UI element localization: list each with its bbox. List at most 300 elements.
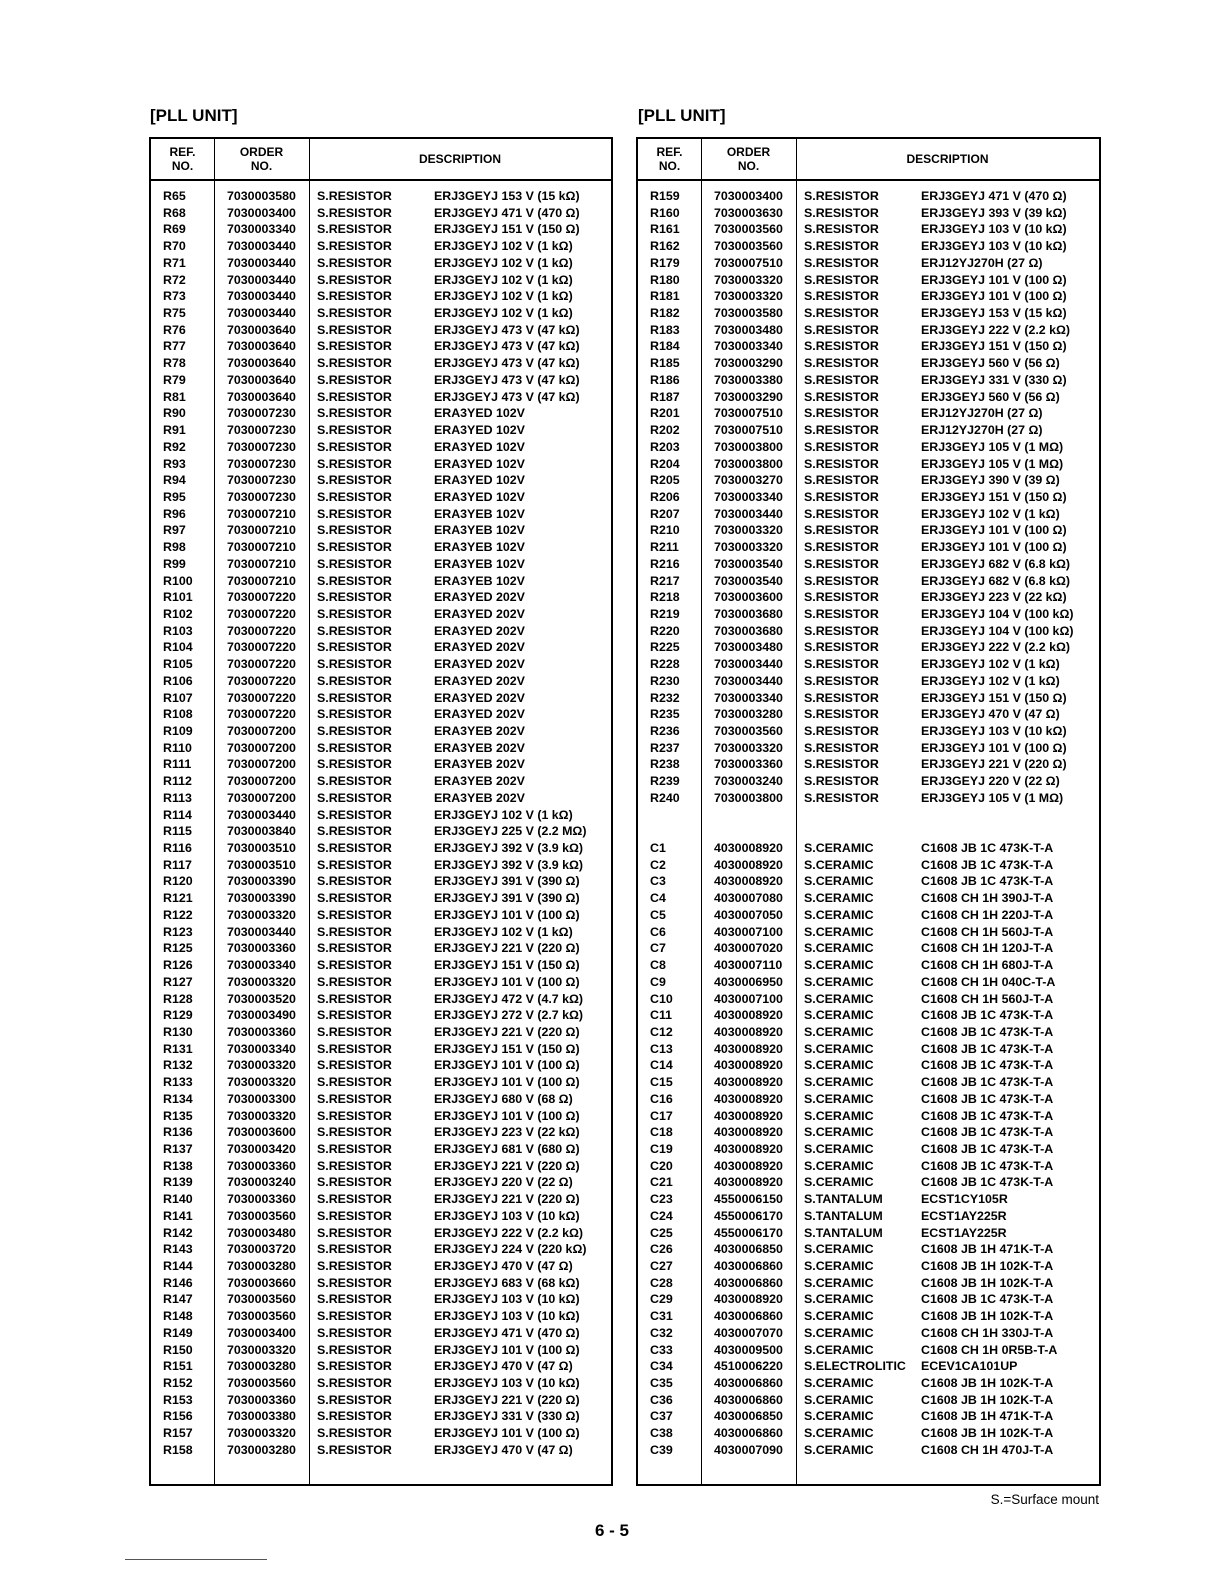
order-no-cell: 7030007220 <box>227 673 296 688</box>
part-type-cell: S.CERAMIC <box>804 891 874 906</box>
order-no-cell: 7030003280 <box>227 1442 296 1457</box>
part-type-cell: S.RESISTOR <box>804 606 879 621</box>
part-number-cell: ERJ3GEYJ 682 V (6.8 kΩ) <box>921 573 1071 588</box>
table-row <box>638 991 1099 1008</box>
part-number-cell: C1608 JB 1C 473K-T-A <box>921 1091 1054 1106</box>
table-row <box>151 1124 611 1141</box>
part-type-cell: S.RESISTOR <box>317 807 392 822</box>
order-no-cell: 7030003360 <box>227 1192 296 1207</box>
ref-no-cell: C23 <box>650 1192 673 1207</box>
part-number-cell: ERJ3GEYJ 392 V (3.9 kΩ) <box>434 857 584 872</box>
table-row <box>151 1275 611 1292</box>
order-no-cell: 7030007220 <box>227 623 296 638</box>
ref-no-cell: R91 <box>163 423 186 438</box>
part-type-cell: S.CERAMIC <box>804 1309 874 1324</box>
part-number-cell: ERJ3GEYJ 221 V (220 Ω) <box>921 757 1067 772</box>
table-row <box>638 1325 1099 1342</box>
part-type-cell: S.CERAMIC <box>804 1075 874 1090</box>
table-row <box>151 1358 611 1375</box>
ref-no-cell: R142 <box>163 1225 193 1240</box>
part-type-cell: S.RESISTOR <box>317 1392 392 1407</box>
table-row <box>151 1141 611 1158</box>
table-row <box>638 639 1099 656</box>
part-type-cell: S.RESISTOR <box>317 1041 392 1056</box>
table-row <box>638 305 1099 322</box>
part-type-cell: S.RESISTOR <box>317 657 392 672</box>
part-type-cell: S.RESISTOR <box>317 991 392 1006</box>
part-type-cell: S.RESISTOR <box>804 623 879 638</box>
part-number-cell: ERJ3GEYJ 682 V (6.8 kΩ) <box>921 556 1071 571</box>
part-number-cell: ERJ3GEYJ 224 V (220 kΩ) <box>434 1242 587 1257</box>
order-no-cell: 7030003360 <box>227 941 296 956</box>
part-number-cell: ERA3YED 202V <box>434 606 525 621</box>
part-number-cell: ERJ3GEYJ 102 V (1 kΩ) <box>921 506 1060 521</box>
part-type-cell: S.TANTALUM <box>804 1208 883 1223</box>
part-number-cell: ERJ3GEYJ 221 V (220 Ω) <box>434 1024 580 1039</box>
order-no-cell: 4030006860 <box>714 1392 783 1407</box>
part-type-cell: S.CERAMIC <box>804 941 874 956</box>
ref-no-cell: R135 <box>163 1108 193 1123</box>
order-no-cell: 7030003340 <box>227 1041 296 1056</box>
order-no-cell: 7030003640 <box>227 372 296 387</box>
table-row <box>151 573 611 590</box>
part-number-cell: ERJ12YJ270H (27 Ω) <box>921 255 1043 270</box>
part-type-cell: S.RESISTOR <box>317 205 392 220</box>
table-row <box>151 1392 611 1409</box>
ref-no-cell: R126 <box>163 958 193 973</box>
table-row <box>151 924 611 941</box>
table-row <box>638 1258 1099 1275</box>
ref-no-cell: C1 <box>650 841 666 856</box>
order-no-cell: 7030003360 <box>714 757 783 772</box>
table-row <box>151 338 611 355</box>
part-number-cell: ERJ3GEYJ 221 V (220 Ω) <box>434 941 580 956</box>
ref-no-cell: R201 <box>650 406 680 421</box>
ref-no-cell: R104 <box>163 640 193 655</box>
part-type-cell: S.RESISTOR <box>804 590 879 605</box>
ref-no-cell: R162 <box>650 239 680 254</box>
ref-no-cell: R143 <box>163 1242 193 1257</box>
part-type-cell: S.RESISTOR <box>804 356 879 371</box>
part-number-cell: ERA3YEB 102V <box>434 523 525 538</box>
header-order-no <box>214 139 309 179</box>
part-number-cell: ERJ3GEYJ 470 V (47 Ω) <box>434 1259 573 1273</box>
ref-no-cell: R95 <box>163 489 186 504</box>
table-row <box>638 1291 1099 1308</box>
ref-no-cell: C6 <box>650 924 666 939</box>
order-no-cell: 7030003320 <box>714 289 783 304</box>
order-no-cell: 4030008920 <box>714 1041 783 1056</box>
part-number-cell: ERJ3GEYJ 105 V (1 MΩ) <box>921 439 1064 454</box>
table-row <box>638 439 1099 456</box>
order-no-cell: 7030003400 <box>227 1325 296 1340</box>
part-type-cell: S.RESISTOR <box>317 606 392 621</box>
ref-no-cell: R230 <box>650 673 680 688</box>
order-no-cell: 7030003390 <box>227 891 296 906</box>
right-section-title: [PLL UNIT] <box>638 106 726 125</box>
table-row <box>638 807 1099 824</box>
part-type-cell: S.RESISTOR <box>317 590 392 605</box>
header-ref-line1: REF. <box>656 145 683 159</box>
table-row <box>638 740 1099 757</box>
table-row <box>638 1425 1099 1442</box>
ref-no-cell: R96 <box>163 506 186 521</box>
table-row <box>151 539 611 556</box>
part-number-cell: C1608 CH 1H 560J-T-A <box>921 991 1054 1006</box>
part-number-cell: ERJ3GEYJ 151 V (150 Ω) <box>434 1041 580 1056</box>
table-row <box>151 1258 611 1275</box>
part-type-cell: S.RESISTOR <box>317 556 392 571</box>
table-row <box>638 1191 1099 1208</box>
order-no-cell: 4030006850 <box>714 1242 783 1257</box>
part-number-cell: ERA3YED 202V <box>434 623 525 638</box>
part-type-cell: S.RESISTOR <box>317 1225 392 1240</box>
order-no-cell: 4030008920 <box>714 1108 783 1123</box>
ref-no-cell: R131 <box>163 1041 193 1056</box>
table-row <box>151 907 611 924</box>
ref-no-cell: C28 <box>650 1275 673 1290</box>
part-type-cell: S.RESISTOR <box>317 1292 392 1307</box>
part-type-cell: S.RESISTOR <box>317 1409 392 1424</box>
part-type-cell: S.CERAMIC <box>804 991 874 1006</box>
part-type-cell: S.RESISTOR <box>804 740 879 755</box>
ref-no-cell: R94 <box>163 473 186 488</box>
order-no-cell: 7030003400 <box>714 189 783 203</box>
part-number-cell: ERJ3GEYJ 222 V (2.2 kΩ) <box>921 322 1071 337</box>
order-no-cell: 7030003240 <box>227 1175 296 1190</box>
ref-no-cell: R187 <box>650 389 680 404</box>
ref-no-cell: R78 <box>163 356 186 371</box>
table-row <box>638 355 1099 372</box>
table-row <box>151 305 611 322</box>
part-number-cell: ERJ3GEYJ 102 V (1 kΩ) <box>921 673 1060 688</box>
table-row <box>638 1308 1099 1325</box>
ref-no-cell: C18 <box>650 1125 673 1140</box>
table-row <box>638 790 1099 807</box>
order-no-cell: 7030003440 <box>227 239 296 254</box>
ref-no-cell: R150 <box>163 1342 193 1357</box>
part-number-cell: ERJ3GEYJ 151 V (150 Ω) <box>921 489 1067 504</box>
part-type-cell: S.RESISTOR <box>317 1359 392 1374</box>
ref-no-cell: R217 <box>650 573 680 588</box>
part-number-cell: ERJ3GEYJ 471 V (470 Ω) <box>921 189 1067 203</box>
part-type-cell: S.RESISTOR <box>804 372 879 387</box>
ref-no-cell: R239 <box>650 774 680 789</box>
ref-no-cell: R180 <box>650 272 680 287</box>
header-order-line2: NO. <box>737 159 760 173</box>
ref-no-cell: R211 <box>650 540 679 555</box>
table-row <box>638 1392 1099 1409</box>
order-no-cell: 7030003510 <box>227 841 296 856</box>
order-no-cell: 7030003540 <box>714 556 783 571</box>
part-type-cell: S.RESISTOR <box>317 790 392 805</box>
header-description-label: DESCRIPTION <box>906 152 989 166</box>
part-number-cell: ERJ3GEYJ 102 V (1 kΩ) <box>434 924 573 939</box>
ref-no-cell: R133 <box>163 1075 193 1090</box>
ref-no-cell: R240 <box>650 790 680 805</box>
ref-no-cell: C24 <box>650 1208 673 1223</box>
order-no-cell: 7030003320 <box>227 1075 296 1090</box>
order-no-cell: 7030003640 <box>227 322 296 337</box>
part-type-cell: S.RESISTOR <box>317 640 392 655</box>
part-type-cell: S.RESISTOR <box>804 306 879 321</box>
part-number-cell: ERJ3GEYJ 221 V (220 Ω) <box>434 1158 580 1173</box>
part-type-cell: S.RESISTOR <box>317 1075 392 1090</box>
table-row <box>151 639 611 656</box>
part-number-cell: ERJ3GEYJ 225 V (2.2 MΩ) <box>434 824 587 839</box>
part-type-cell: S.RESISTOR <box>317 222 392 237</box>
table-row <box>151 690 611 707</box>
table-header <box>638 139 1099 181</box>
part-type-cell: S.CERAMIC <box>804 1376 874 1391</box>
part-number-cell: ERA3YEB 102V <box>434 556 525 571</box>
order-no-cell: 7030007210 <box>227 540 296 555</box>
part-number-cell: ERJ3GEYJ 681 V (680 Ω) <box>434 1141 580 1156</box>
part-number-cell: C1608 CH 1H 330J-T-A <box>921 1325 1054 1340</box>
part-type-cell: S.RESISTOR <box>804 439 879 454</box>
table-row <box>151 288 611 305</box>
order-no-cell: 7030007230 <box>227 423 296 438</box>
part-type-cell: S.RESISTOR <box>317 1058 392 1073</box>
part-type-cell: S.RESISTOR <box>317 573 392 588</box>
part-type-cell: S.RESISTOR <box>317 740 392 755</box>
table-row <box>151 522 611 539</box>
part-type-cell: S.CERAMIC <box>804 1091 874 1106</box>
ref-no-cell: R99 <box>163 556 186 571</box>
ref-no-cell: R203 <box>650 439 680 454</box>
part-number-cell: ERJ3GEYJ 102 V (1 kΩ) <box>434 807 573 822</box>
part-number-cell: ERJ3GEYJ 470 V (47 Ω) <box>434 1442 573 1457</box>
table-row <box>638 221 1099 238</box>
ref-no-cell: R120 <box>163 874 193 889</box>
part-type-cell: S.RESISTOR <box>804 673 879 688</box>
order-no-cell: 4030009500 <box>714 1342 783 1357</box>
part-number-cell: ERA3YED 202V <box>434 673 525 688</box>
ref-no-cell: R225 <box>650 640 680 655</box>
table-row <box>638 288 1099 305</box>
order-no-cell: 7030003440 <box>227 289 296 304</box>
part-type-cell: S.RESISTOR <box>317 690 392 705</box>
table-row <box>638 188 1099 205</box>
part-number-cell: ERJ3GEYJ 560 V (56 Ω) <box>921 389 1060 404</box>
order-no-cell: 7030003490 <box>227 1008 296 1023</box>
ref-no-cell: R98 <box>163 540 186 555</box>
part-number-cell: ERJ3GEYJ 223 V (22 kΩ) <box>434 1125 580 1140</box>
part-number-cell: C1608 CH 1H 680J-T-A <box>921 958 1054 973</box>
part-type-cell: S.TANTALUM <box>804 1192 883 1207</box>
part-type-cell: S.RESISTOR <box>804 322 879 337</box>
part-number-cell: ERJ3GEYJ 102 V (1 kΩ) <box>434 306 573 321</box>
part-number-cell: C1608 CH 1H 0R5B-T-A <box>921 1342 1058 1357</box>
order-no-cell: 7030003600 <box>227 1125 296 1140</box>
order-no-cell: 7030007210 <box>227 506 296 521</box>
part-type-cell: S.RESISTOR <box>804 272 879 287</box>
part-number-cell: ERJ3GEYJ 473 V (47 kΩ) <box>434 372 580 387</box>
table-row <box>151 606 611 623</box>
order-no-cell: 7030003560 <box>227 1309 296 1324</box>
order-no-cell: 7030003320 <box>227 974 296 989</box>
table-row <box>151 1007 611 1024</box>
table-row <box>151 255 611 272</box>
order-no-cell: 7030007230 <box>227 406 296 421</box>
order-no-cell: 4030008920 <box>714 1158 783 1173</box>
part-number-cell: ERJ3GEYJ 102 V (1 kΩ) <box>921 657 1060 672</box>
part-type-cell: S.RESISTOR <box>804 222 879 237</box>
table-row <box>638 255 1099 272</box>
part-type-cell: S.RESISTOR <box>317 473 392 488</box>
part-type-cell: S.CERAMIC <box>804 1141 874 1156</box>
ref-no-cell: R232 <box>650 690 680 705</box>
part-type-cell: S.RESISTOR <box>804 423 879 438</box>
part-number-cell: ERA3YED 202V <box>434 690 525 705</box>
part-type-cell: S.RESISTOR <box>804 339 879 354</box>
ref-no-cell: R68 <box>163 205 186 220</box>
order-no-cell: 4030008920 <box>714 1008 783 1023</box>
order-no-cell: 7030007200 <box>227 757 296 772</box>
page-number: 6 - 5 <box>594 1521 630 1540</box>
part-number-cell: ERJ3GEYJ 472 V (4.7 kΩ) <box>434 991 584 1006</box>
table-row <box>638 1141 1099 1158</box>
part-type-cell: S.RESISTOR <box>804 724 879 738</box>
order-no-cell: 7030007220 <box>227 590 296 605</box>
table-row <box>638 1442 1099 1459</box>
table-row <box>638 1091 1099 1108</box>
table-row <box>638 205 1099 222</box>
order-no-cell: 7030007230 <box>227 439 296 454</box>
header-order-line1: ORDER <box>726 145 771 159</box>
part-number-cell: C1608 JB 1H 102K-T-A <box>921 1309 1054 1324</box>
order-no-cell: 7030003340 <box>714 690 783 705</box>
part-type-cell: S.RESISTOR <box>317 1242 392 1257</box>
order-no-cell: 7030007510 <box>714 406 783 421</box>
ref-no-cell: R138 <box>163 1158 193 1173</box>
ref-no-cell: R110 <box>163 740 192 755</box>
order-no-cell: 4030007020 <box>714 941 783 956</box>
ref-no-cell: R75 <box>163 306 186 321</box>
ref-no-cell: R134 <box>163 1091 193 1106</box>
part-number-cell: C1608 JB 1C 473K-T-A <box>921 1075 1054 1090</box>
part-number-cell: ERA3YED 102V <box>434 406 525 421</box>
table-row <box>638 1358 1099 1375</box>
order-no-cell: 4030008920 <box>714 1091 783 1106</box>
ref-no-cell: R72 <box>163 272 186 287</box>
ref-no-cell: R107 <box>163 690 193 705</box>
part-type-cell: S.RESISTOR <box>804 540 879 555</box>
table-row <box>151 890 611 907</box>
part-number-cell: C1608 JB 1H 102K-T-A <box>921 1259 1054 1273</box>
part-type-cell: S.RESISTOR <box>317 1259 392 1273</box>
part-type-cell: S.CERAMIC <box>804 1292 874 1307</box>
left-parts-table <box>149 137 613 1486</box>
ref-no-cell: C33 <box>650 1342 673 1357</box>
part-type-cell: S.RESISTOR <box>317 1008 392 1023</box>
part-number-cell: ERJ3GEYJ 153 V (15 kΩ) <box>434 189 580 203</box>
table-row <box>151 322 611 339</box>
table-row <box>151 489 611 506</box>
ref-no-cell: R183 <box>650 322 680 337</box>
part-number-cell: ERJ3GEYJ 560 V (56 Ω) <box>921 356 1060 371</box>
order-no-cell: 7030003290 <box>714 356 783 371</box>
table-row <box>151 957 611 974</box>
part-type-cell: S.RESISTOR <box>804 205 879 220</box>
order-no-cell: 7030003800 <box>714 456 783 471</box>
part-number-cell: ERJ3GEYJ 102 V (1 kΩ) <box>434 289 573 304</box>
order-no-cell: 7030003320 <box>714 272 783 287</box>
ref-no-cell: R159 <box>650 189 680 203</box>
order-no-cell: 7030003380 <box>714 372 783 387</box>
part-number-cell: ERJ3GEYJ 222 V (2.2 kΩ) <box>434 1225 584 1240</box>
table-row <box>151 1208 611 1225</box>
ref-no-cell: R105 <box>163 657 193 672</box>
part-type-cell: S.CERAMIC <box>804 857 874 872</box>
part-type-cell: S.RESISTOR <box>804 456 879 471</box>
part-type-cell: S.RESISTOR <box>317 1024 392 1039</box>
table-row <box>638 1275 1099 1292</box>
ref-no-cell: C3 <box>650 874 666 889</box>
ref-no-cell: R101 <box>163 590 193 605</box>
table-row <box>638 272 1099 289</box>
table-row <box>151 1408 611 1425</box>
table-row <box>151 205 611 222</box>
order-no-cell: 7030007510 <box>714 423 783 438</box>
ref-no-cell: R149 <box>163 1325 193 1340</box>
ref-no-cell: R218 <box>650 590 680 605</box>
order-no-cell: 7030003800 <box>714 439 783 454</box>
part-type-cell: S.RESISTOR <box>804 556 879 571</box>
table-row <box>638 338 1099 355</box>
table-row <box>638 456 1099 473</box>
ref-no-cell: R216 <box>650 556 680 571</box>
order-no-cell: 7030003280 <box>714 707 783 722</box>
order-no-cell: 4030006860 <box>714 1275 783 1290</box>
part-number-cell: ERA3YEB 102V <box>434 540 525 555</box>
order-no-cell: 7030007230 <box>227 489 296 504</box>
ref-no-cell: C26 <box>650 1242 673 1257</box>
header-order-line1: ORDER <box>239 145 284 159</box>
table-row <box>638 1225 1099 1242</box>
part-number-cell: ERJ3GEYJ 101 V (100 Ω) <box>921 523 1067 538</box>
part-type-cell: S.RESISTOR <box>317 322 392 337</box>
table-row <box>151 422 611 439</box>
ref-no-cell: C29 <box>650 1292 673 1307</box>
order-no-cell: 7030003240 <box>714 774 783 789</box>
ref-no-cell: R139 <box>163 1175 193 1190</box>
table-row <box>638 1375 1099 1392</box>
order-no-cell: 7030007220 <box>227 657 296 672</box>
part-number-cell: ERJ3GEYJ 470 V (47 Ω) <box>434 1359 573 1374</box>
table-row <box>638 857 1099 874</box>
part-type-cell: S.RESISTOR <box>317 1175 392 1190</box>
table-row <box>151 405 611 422</box>
ref-no-cell: C7 <box>650 941 666 956</box>
table-row <box>151 1041 611 1058</box>
order-no-cell: 7030003360 <box>227 1024 296 1039</box>
table-row <box>638 756 1099 773</box>
table-row <box>638 372 1099 389</box>
order-no-cell: 4030006860 <box>714 1426 783 1441</box>
part-number-cell: ERJ3GEYJ 473 V (47 kΩ) <box>434 389 580 404</box>
order-no-cell: 4030007070 <box>714 1325 783 1340</box>
order-no-cell: 7030003440 <box>227 807 296 822</box>
part-number-cell: C1608 JB 1C 473K-T-A <box>921 1175 1054 1190</box>
part-type-cell: S.RESISTOR <box>317 1192 392 1207</box>
ref-no-cell: R70 <box>163 239 186 254</box>
part-number-cell: ERJ3GEYJ 101 V (100 Ω) <box>921 740 1067 755</box>
order-no-cell: 7030003560 <box>227 1376 296 1391</box>
order-no-cell: 7030007210 <box>227 573 296 588</box>
part-number-cell: ERJ3GEYJ 220 V (22 Ω) <box>921 774 1060 789</box>
part-type-cell: S.TANTALUM <box>804 1225 883 1240</box>
